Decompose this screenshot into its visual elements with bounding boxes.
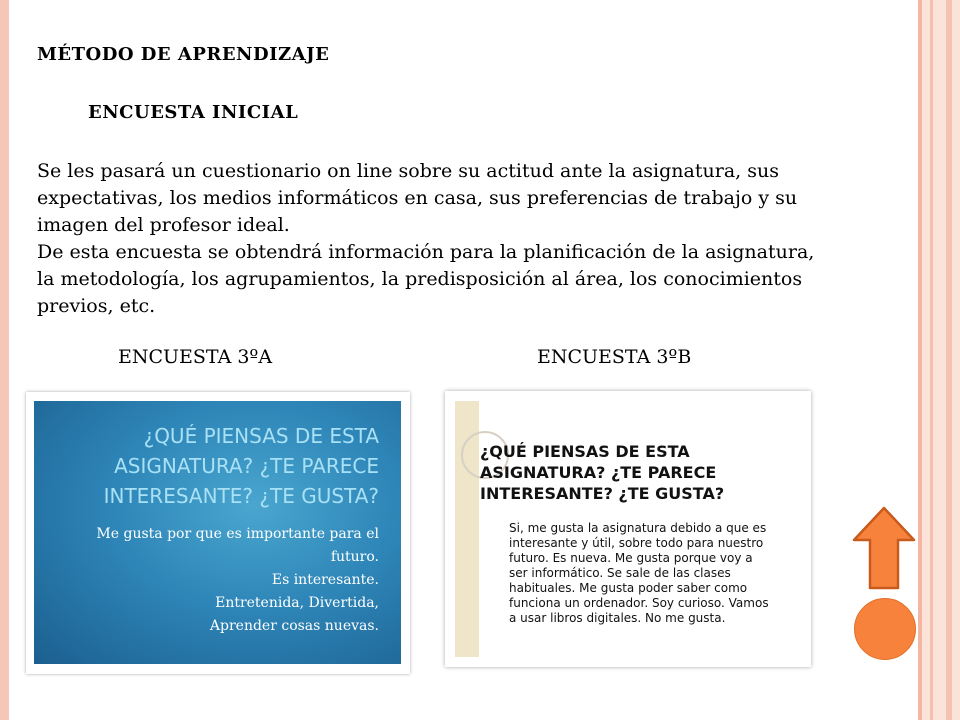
survey-a-question: ¿QUÉ PIENSAS DE ESTA ASIGNATURA? ¿TE PARECE INTERESANTE? ¿TE GUSTA? xyxy=(103,424,379,508)
survey-b-slide xyxy=(455,401,801,657)
slide-border-right xyxy=(918,0,960,720)
survey-a-answers xyxy=(89,523,379,638)
survey-a-answer: Es interesante. xyxy=(271,572,379,588)
slide-border-left xyxy=(0,0,9,720)
slide-subtitle: ENCUESTA INICIAL xyxy=(88,102,299,123)
survey-a-slide xyxy=(34,401,401,664)
slide-title: MÉTODO DE APRENDIZAJE xyxy=(37,44,330,65)
slide-body xyxy=(37,158,827,320)
survey-b-answer: Si, me gusta la asignatura debido a que es interesante y útil, sobre todo para nuestro futuro. Es nueva. Me gusta porque voy a ser informático. Se sale de las clases habituales. Me gusta poder saber como funciona un ordenador. Soy curioso. Vamos a usar libros digitales. No me gusta. xyxy=(509,521,769,625)
survey-b-label: ENCUESTA 3ºB xyxy=(537,346,692,368)
survey-a-answer: Me gusta por que es importante para el futuro. xyxy=(96,526,379,565)
survey-a-answer: Aprender cosas nuevas. xyxy=(209,618,379,634)
body-paragraph-1: Se les pasará un cuestionario on line sobre su actitud ante la asignatura, sus expectativas, los medios informáticos en casa, sus preferencias de trabajo y su imagen del profesor ideal. xyxy=(37,160,798,236)
survey-b-image xyxy=(445,391,811,667)
survey-a-label: ENCUESTA 3ºA xyxy=(118,346,273,368)
body-paragraph-2: De esta encuesta se obtendrá información para la planificación de la asignatura, la metodología, los agrupamientos, la predisposición al área, los conocimientos previos, etc. xyxy=(37,241,815,317)
survey-a-answer: Entretenida, Divertida, xyxy=(215,595,379,611)
up-arrow-icon[interactable] xyxy=(852,506,916,590)
circle-button-icon[interactable] xyxy=(854,598,916,660)
survey-b-question: ¿QUÉ PIENSAS DE ESTA ASIGNATURA? ¿TE PARECE INTERESANTE? ¿TE GUSTA? xyxy=(480,442,725,503)
survey-a-image xyxy=(26,392,410,674)
